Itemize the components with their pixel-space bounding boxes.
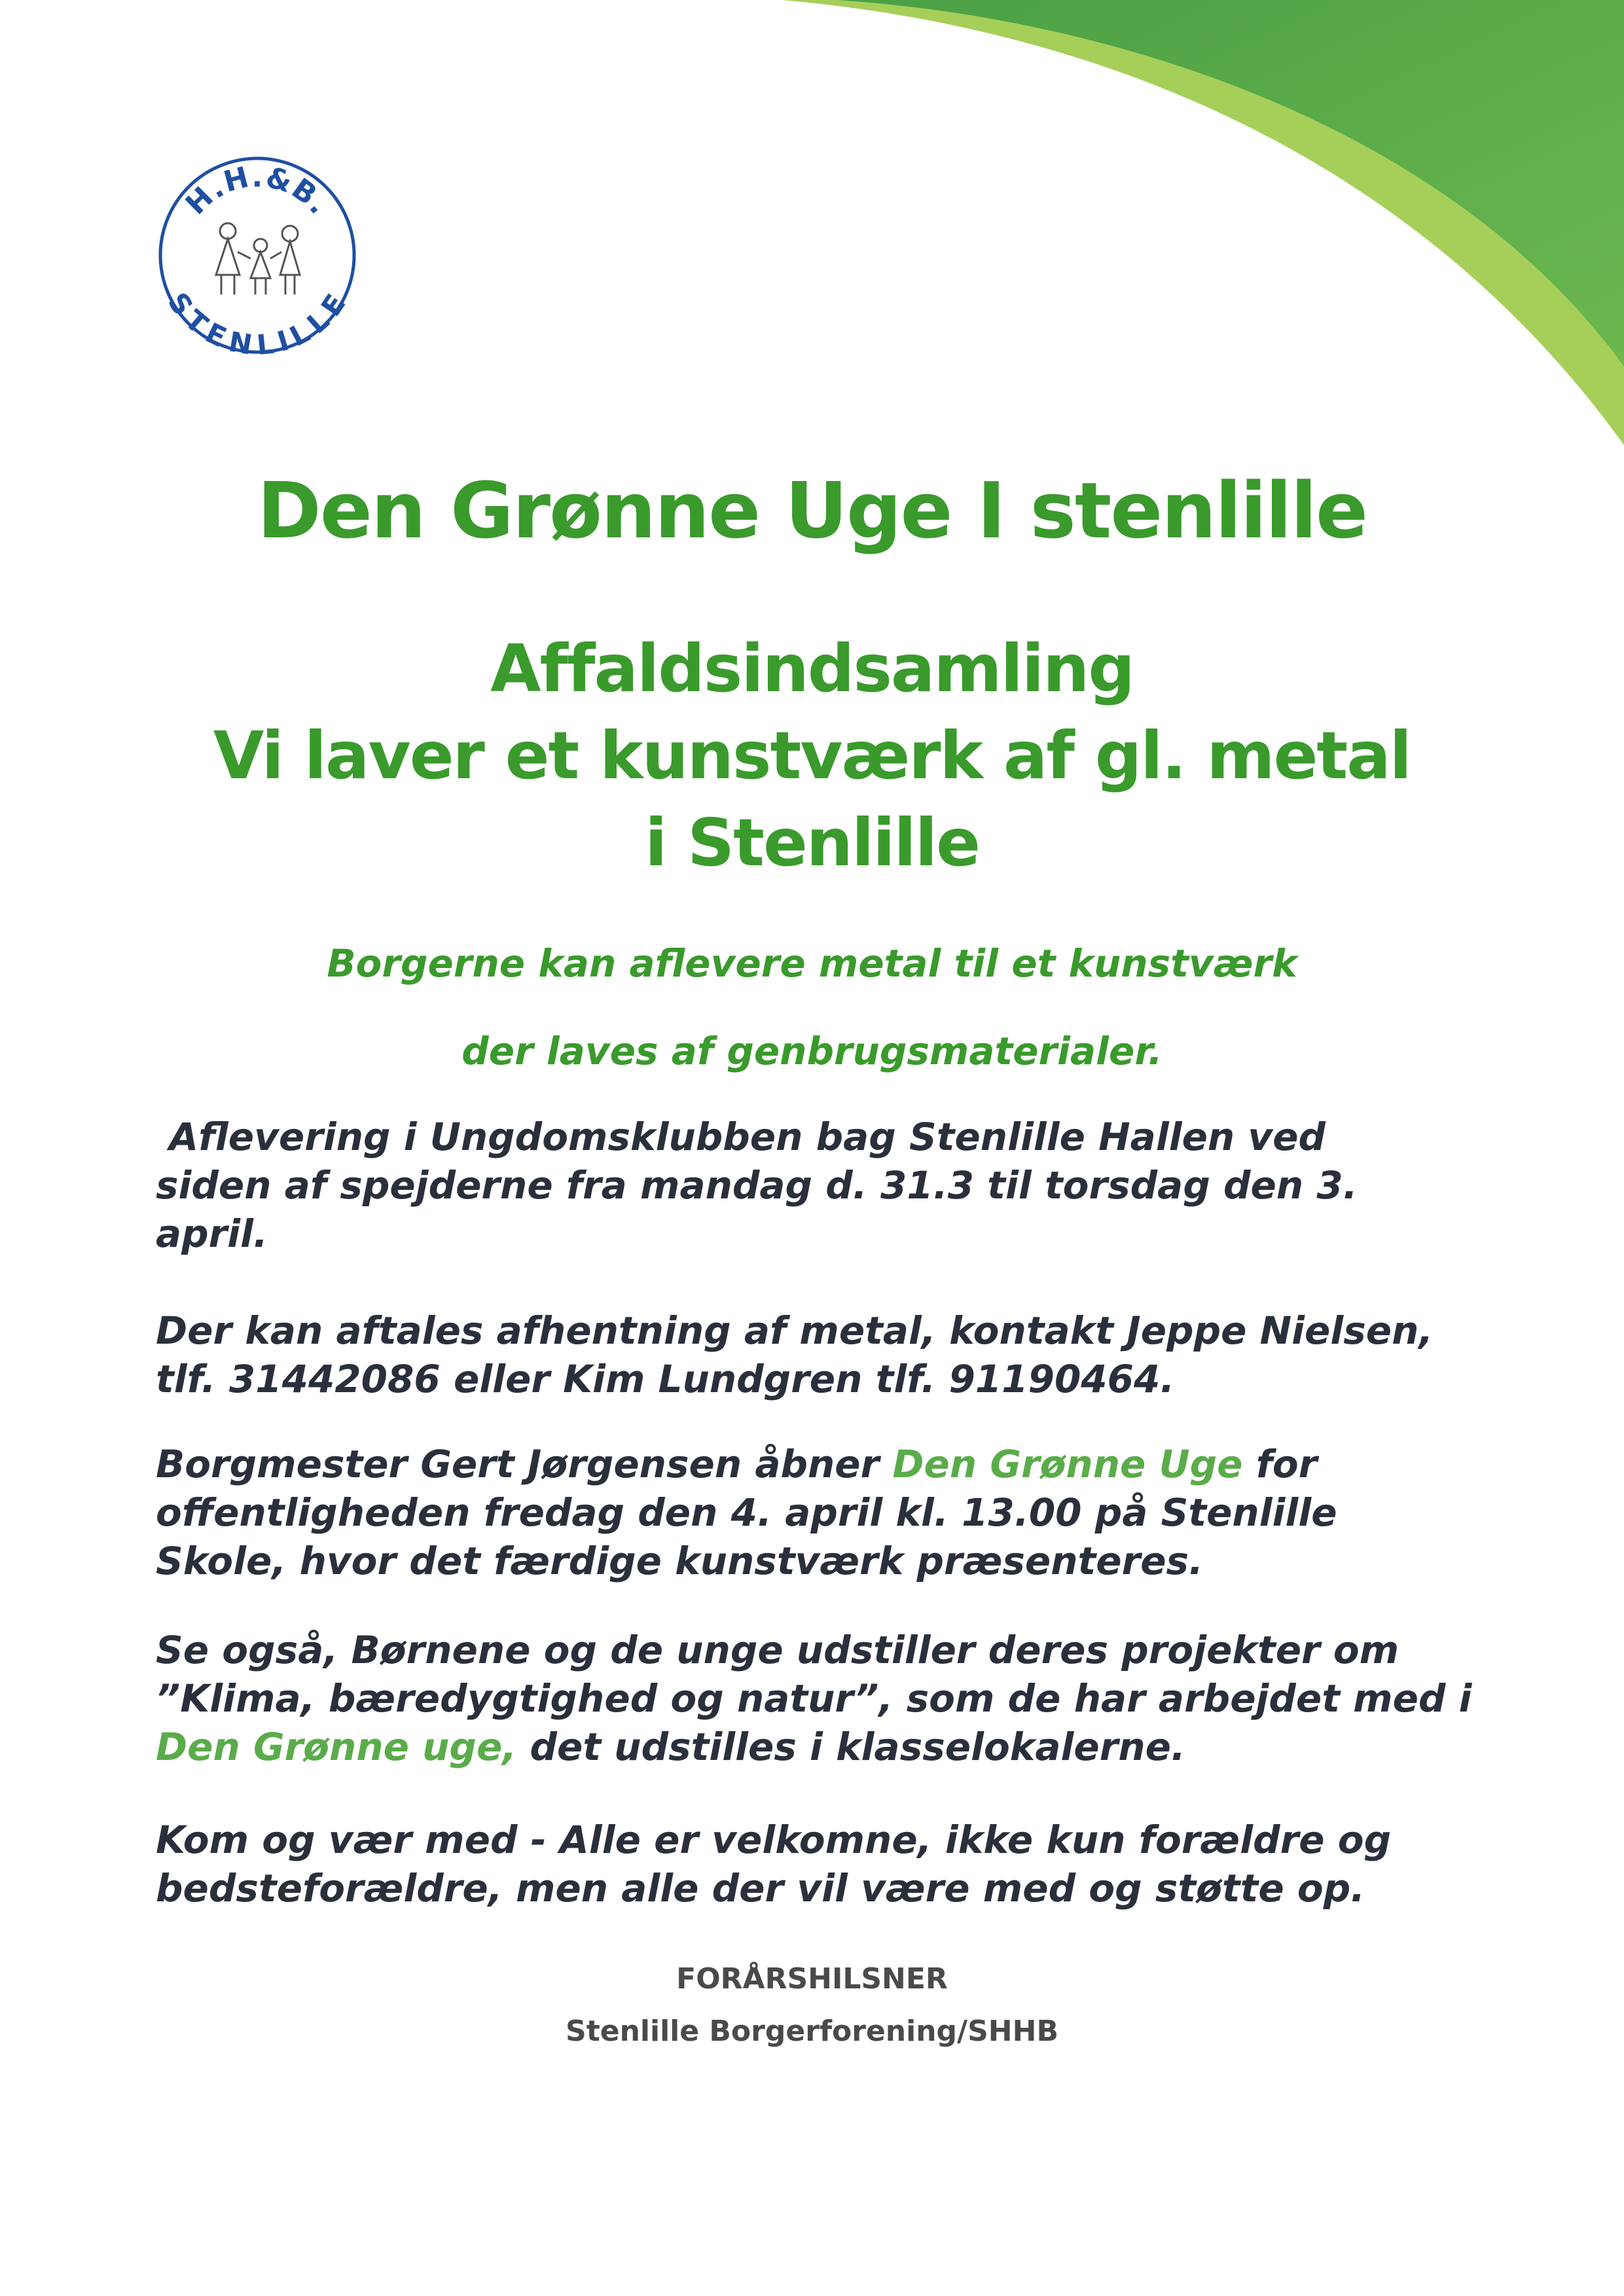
subtitle-line: i Stenlille <box>645 804 979 881</box>
paragraph-line: Skole, hvor det færdige kunstværk præsenteres. <box>156 1539 1204 1583</box>
swoosh-dark-band <box>838 0 1624 367</box>
paragraph-line: offentligheden fredag den 4. april kl. 13.00 på Stenlille <box>156 1490 1337 1535</box>
paragraph-line: bedsteforældre, men alle der vil være med og støtte op. <box>156 1866 1365 1910</box>
paragraph-invitation <box>156 1816 1498 1912</box>
paragraph-line: siden af spejderne fra mandag d. 31.3 til torsdag den 3. <box>156 1163 1358 1208</box>
subtitle-line: Vi laver et kunstværk af gl. metal <box>213 717 1411 794</box>
paragraph-text: det udstilles i klasselokalerne. <box>516 1725 1185 1769</box>
signoff-greeting: FORÅRSHILSNER <box>676 1962 948 1996</box>
paragraph-text: Borgmester Gert Jørgensen åbner <box>156 1442 893 1486</box>
page-title: Den Grønne Uge I stenlille <box>257 465 1367 556</box>
lead-line: Borgerne kan aflevere metal til et kunstværk <box>327 941 1297 986</box>
hhb-stenlille-logo <box>156 154 359 357</box>
paragraph-text: for <box>1242 1442 1318 1486</box>
signoff-sender: Stenlille Borgerforening/SHHB <box>566 2015 1058 2048</box>
paragraph-line: tlf. 31442086 eller Kim Lundgren tlf. 91190464. <box>156 1357 1175 1401</box>
paragraph-line: Der kan aftales afhentning af metal, kontakt Jeppe Nielsen, <box>156 1308 1434 1353</box>
logo-bottom-text: STENLILLE <box>161 287 353 357</box>
paragraph-line: Aflevering i Ungdomsklubben bag Stenlille Hallen ved <box>156 1115 1326 1159</box>
paragraph-opening <box>156 1440 1498 1585</box>
event-name-highlight: Den Grønne uge, <box>156 1725 517 1769</box>
paragraph-line: Se også, Børnene og de unge udstiller deres projekter om <box>156 1628 1399 1672</box>
logo-top-text: H.H.&B. <box>179 160 336 222</box>
subtitle-line: Affaldsindsamling <box>490 630 1134 707</box>
paragraph-line <box>156 1440 1498 1488</box>
paragraph-delivery <box>156 1113 1498 1258</box>
paragraph-line: april. <box>156 1211 268 1256</box>
paragraph-line: Kom og vær med - Alle er velkomne, ikke kun forældre og <box>156 1818 1392 1862</box>
paragraph-line: ”Klima, bæredygtighed og natur”, som de har arbejdet med i <box>156 1676 1472 1721</box>
paragraph-exhibition <box>156 1626 1498 1771</box>
event-name-highlight: Den Grønne Uge <box>892 1442 1243 1486</box>
lead-line: der laves af genbrugsmaterialer. <box>461 1029 1163 1073</box>
subtitle-block <box>0 625 1624 886</box>
paragraph-pickup <box>156 1306 1498 1403</box>
paragraph-line <box>156 1723 1498 1771</box>
